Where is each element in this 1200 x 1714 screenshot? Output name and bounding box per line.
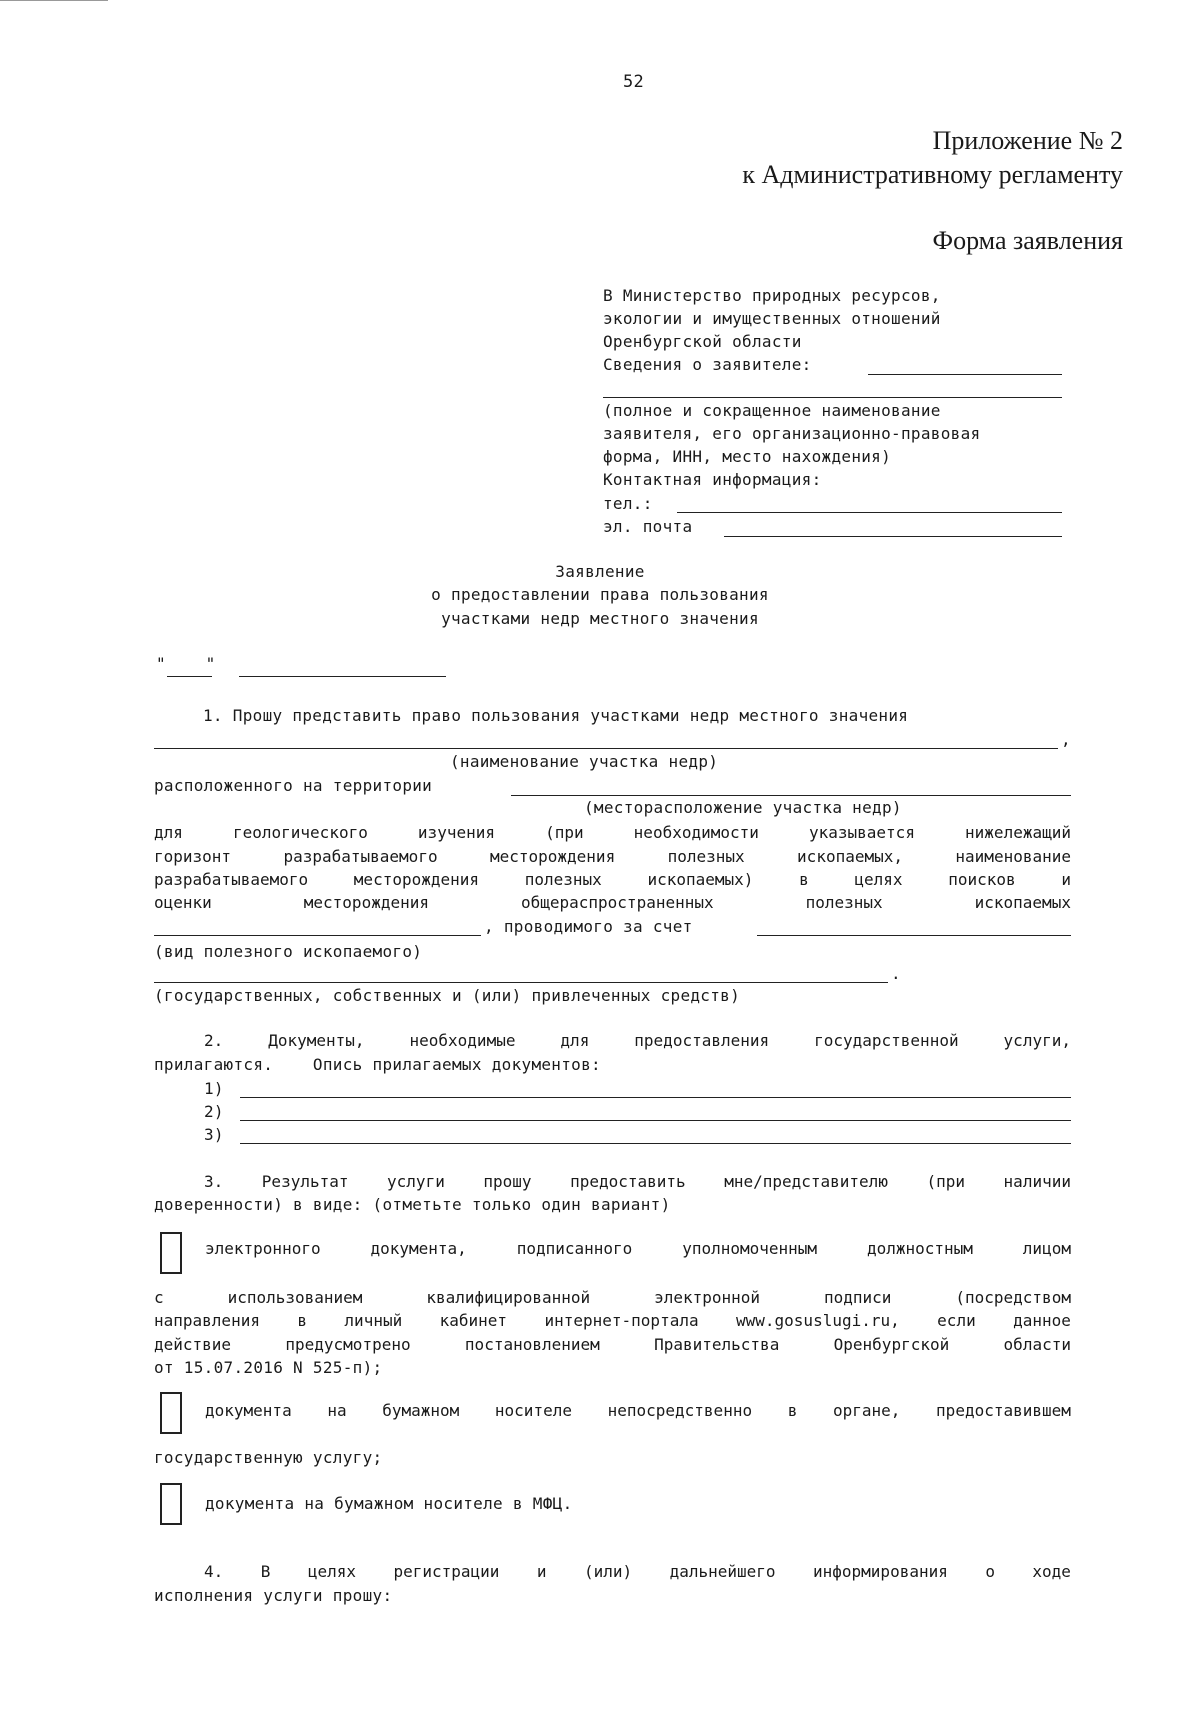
applicant-hint-3: форма, ИНН, место нахождения): [603, 447, 892, 466]
option-paper-body-checkbox[interactable]: [160, 1392, 182, 1434]
document-item-2-field[interactable]: [240, 1120, 1071, 1121]
applicant-hint-2: заявителя, его организационно-правовая: [603, 424, 981, 443]
section1-para-line2: горизонт разрабатываемого месторождения полезных ископаемых, наименование: [154, 847, 1071, 866]
application-subtitle-2: участками недр местного значения: [441, 609, 759, 628]
located-label: расположенного на территории: [154, 776, 433, 795]
funding-field[interactable]: [757, 935, 1071, 936]
option-electronic-line3: направления в личный кабинет интернет-портала www.gosuslugi.ru, если данное: [154, 1311, 1071, 1330]
location-field[interactable]: [511, 795, 1071, 796]
funding-period: .: [891, 964, 901, 983]
option-paper-mfc-label: документа на бумажном носителе в МФЦ.: [205, 1494, 573, 1513]
regulation-reference: к Административному регламенту: [742, 160, 1123, 189]
section2-line2: прилагаются. Опись прилагаемых документов:: [154, 1055, 601, 1074]
addressee-line1: В Министерство природных ресурсов,: [603, 286, 941, 305]
section1-para-line3: разрабатываемого месторождения полезных ископаемых) в целях поисков и: [154, 870, 1071, 889]
conducted-label: , проводимого за счет: [484, 917, 693, 936]
option-paper-mfc-checkbox[interactable]: [160, 1483, 182, 1525]
option-electronic-line2: с использованием квалифицированной электронной подписи (посредством: [154, 1288, 1071, 1307]
site-name-comma: ,: [1061, 730, 1071, 749]
option-electronic-line4: действие предусмотрено постановлением Правительства Оренбургской области: [154, 1335, 1071, 1354]
applicant-info-field-2[interactable]: [603, 397, 1062, 398]
section2-line1: 2. Документы, необходимые для предоставления государственной услуги,: [204, 1031, 1071, 1050]
addressee-line3: Оренбургской области: [603, 332, 802, 351]
page-number: 52: [623, 72, 645, 92]
applicant-hint-1: (полное и сокращенное наименование: [603, 401, 941, 420]
document-item-1-label: 1): [204, 1079, 224, 1098]
email-label: эл. почта: [603, 517, 693, 536]
section1-line1: 1. Прошу представить право пользования участками недр местного значения: [203, 706, 909, 725]
appendix-title: Приложение № 2: [932, 126, 1123, 155]
document-item-3-label: 3): [204, 1125, 224, 1144]
form-title: Форма заявления: [932, 226, 1123, 255]
option-paper-body-line1: документа на бумажном носителе непосредственно в органе, предоставившем: [205, 1401, 1071, 1420]
application-subtitle-1: о предоставлении права пользования: [431, 585, 769, 604]
addressee-line2: экологии и имущественных отношений: [603, 309, 941, 328]
date-month-year-field[interactable]: [239, 676, 446, 677]
mineral-type-hint: (вид полезного ископаемого): [154, 942, 423, 961]
applicant-info-label: Сведения о заявителе:: [603, 355, 812, 374]
section3-line1: 3. Результат услуги прошу предоставить мне/представителю (при наличии: [204, 1172, 1071, 1191]
option-paper-body-line2: государственную услугу;: [154, 1448, 383, 1467]
email-field[interactable]: [724, 536, 1062, 537]
document-item-1-field[interactable]: [240, 1097, 1071, 1098]
option-electronic-line1: электронного документа, подписанного уполномоченным должностным лицом: [205, 1239, 1071, 1258]
option-electronic-checkbox[interactable]: [160, 1232, 182, 1274]
site-name-field[interactable]: [154, 748, 1058, 749]
section3-line2: доверенности) в виде: (отметьте только один вариант): [154, 1195, 671, 1214]
section1-para-line4: оценки месторождения общераспространенных полезных ископаемых: [154, 893, 1071, 912]
section4-line1: 4. В целях регистрации и (или) дальнейшего информирования о ходе: [204, 1562, 1071, 1581]
scan-edge-mark: [0, 0, 108, 1]
phone-field[interactable]: [677, 512, 1062, 513]
site-name-hint: (наименование участка недр): [450, 752, 719, 771]
section1-para-line1: для геологического изучения (при необходимости указывается нижележащий: [154, 823, 1071, 842]
location-hint: (месторасположение участка недр): [584, 798, 902, 817]
applicant-info-field[interactable]: [868, 374, 1062, 375]
mineral-type-field[interactable]: [154, 935, 481, 936]
funding-field-2[interactable]: [154, 982, 888, 983]
option-electronic-line5: от 15.07.2016 N 525-п);: [154, 1358, 383, 1377]
phone-label: тел.:: [603, 494, 653, 513]
section4-line2: исполнения услуги прошу:: [154, 1586, 393, 1605]
document-item-2-label: 2): [204, 1102, 224, 1121]
funding-hint: (государственных, собственных и (или) привлеченных средств): [154, 986, 741, 1005]
document-item-3-field[interactable]: [240, 1143, 1071, 1144]
contacts-label: Контактная информация:: [603, 470, 822, 489]
date-quotes: " ": [156, 654, 216, 673]
application-title: Заявление: [555, 562, 645, 581]
date-day-field[interactable]: [167, 676, 212, 677]
